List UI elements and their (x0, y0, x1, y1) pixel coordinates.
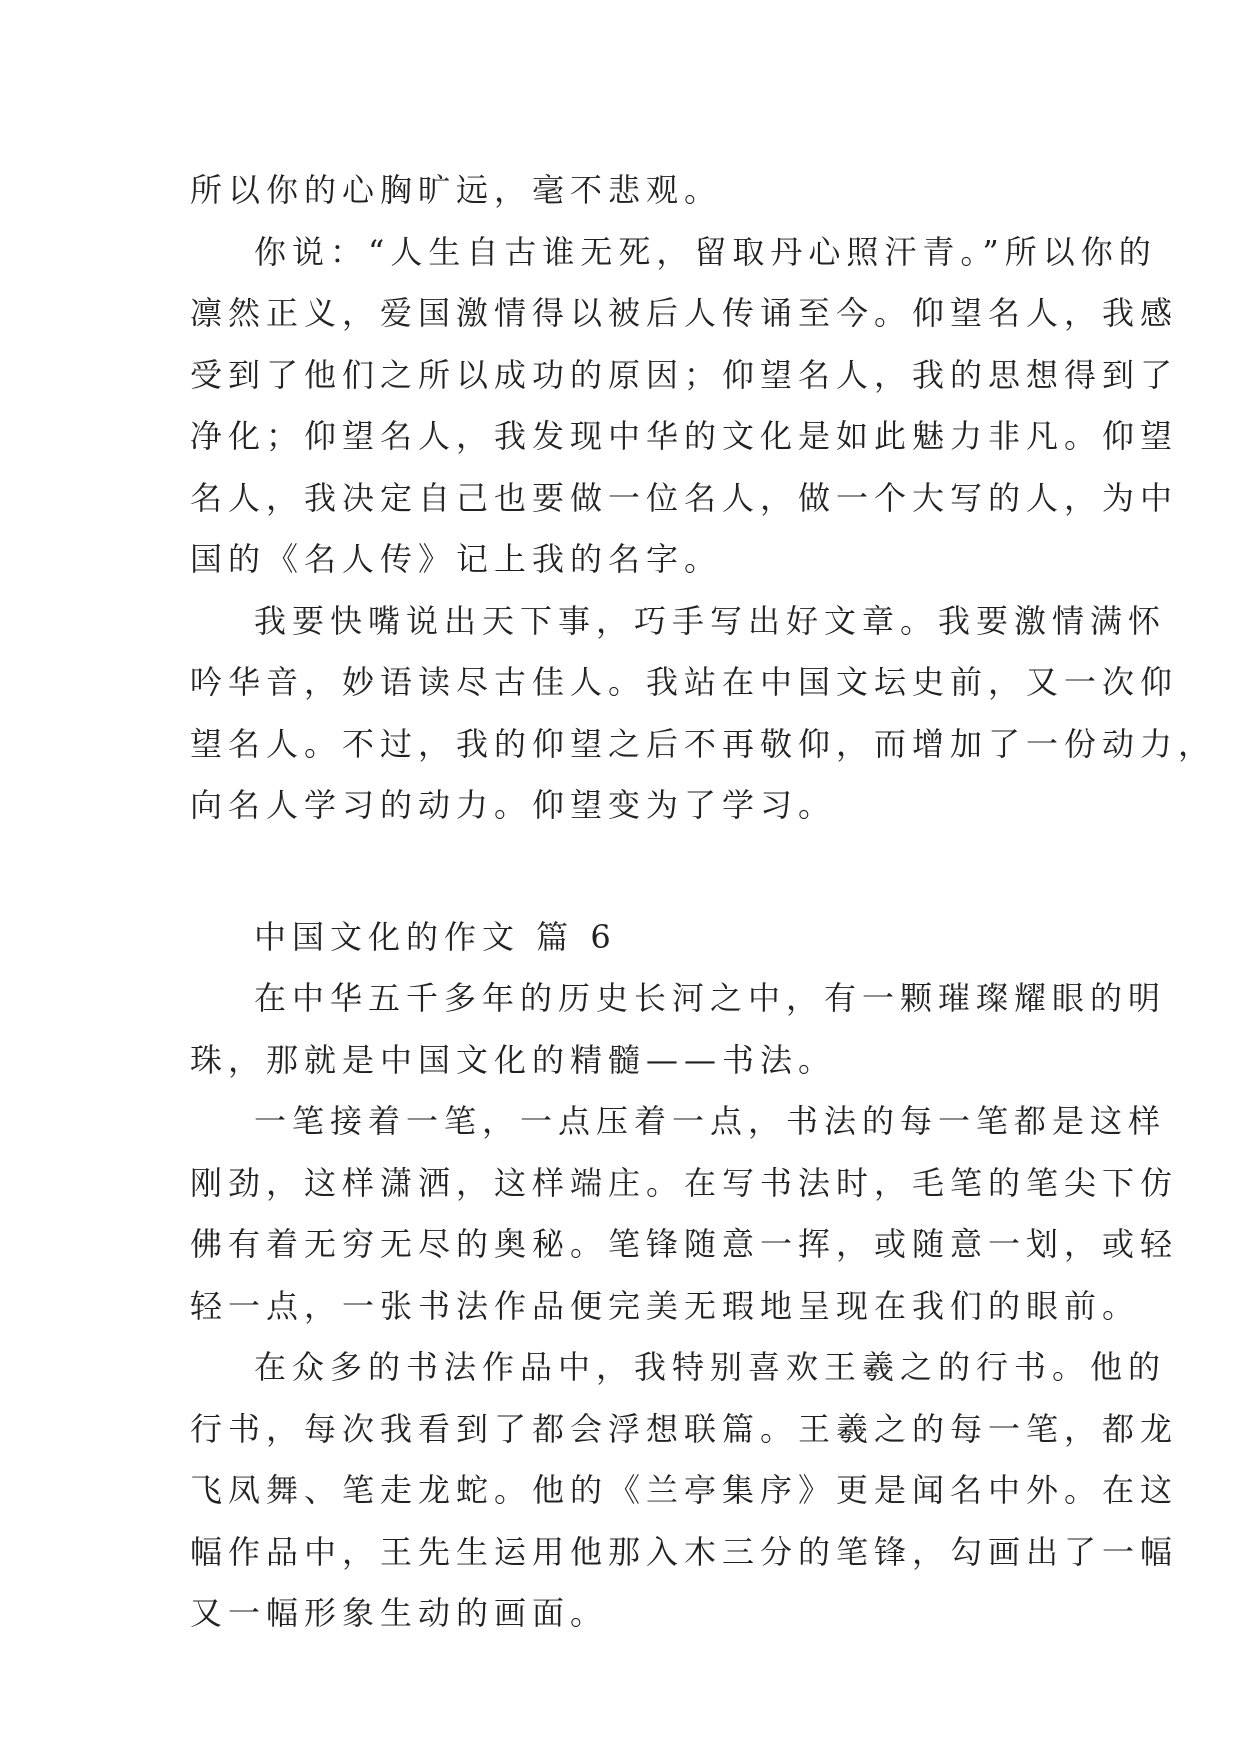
text-line: 国的《名人传》记上我的名字。 (190, 540, 723, 578)
text-line: 刚劲，这样潇洒，这样端庄。在写书法时，毛笔的笔尖下仿 (190, 1163, 1179, 1202)
section-title: 中国文化的作文 篇 6 (254, 917, 617, 956)
section-spacer (190, 837, 1070, 907)
text-line: 轻一点，一张书法作品便完美无瑕地呈现在我们的眼前。 (190, 1286, 1141, 1325)
text-line: 受到了他们之所以成功的原因；仰望名人，我的思想得到了 (190, 355, 1179, 394)
text-line: 名人，我决定自己也要做一位名人，做一个大写的人，为中 (190, 478, 1179, 517)
paragraph-start-line: 我要快嘴说出天下事，巧手写出好文章。我要激情满怀 (254, 601, 1167, 640)
text-line: 行书，每次我看到了都会浮想联篇。王羲之的每一笔，都龙 (190, 1409, 1179, 1448)
text-line: 吟华音，妙语读尽古佳人。我站在中国文坛史前，又一次仰 (190, 663, 1179, 701)
text-line: 飞凤舞、笔走龙蛇。他的《兰亭集序》更是闻名中外。在这 (190, 1471, 1179, 1509)
text-line: 所以你的心胸旷远，毫不悲观。 (190, 171, 723, 209)
text-line: 佛有着无穷无尽的奥秘。笔锋随意一挥，或随意一划，或轻 (190, 1225, 1179, 1263)
body-text (190, 160, 1217, 1645)
text-line: 珠，那就是中国文化的精髓——书法。 (190, 1040, 837, 1079)
text-line: 向名人学习的动力。仰望变为了学习。 (190, 786, 837, 824)
paragraph-start-line: 在中华五千多年的历史长河之中，有一颗璀璨耀眼的明 (254, 979, 1167, 1017)
paragraph-start-line: 你说：“人生自古谁无死，留取丹心照汗青。”所以你的 (254, 232, 1157, 271)
text-line: 凛然正义，爱国激情得以被后人传诵至今。仰望名人，我感 (190, 294, 1179, 332)
text-line: 又一幅形象生动的画面。 (190, 1594, 609, 1632)
paragraph-start-line: 一笔接着一笔，一点压着一点，书法的每一笔都是这样 (254, 1102, 1167, 1140)
text-line: 净化；仰望名人，我发现中华的文化是如此魅力非凡。仰望 (190, 417, 1179, 455)
paragraph-start-line: 在众多的书法作品中，我特别喜欢王羲之的行书。他的 (254, 1348, 1167, 1386)
text-line: 幅作品中，王先生运用他那入木三分的笔锋，勾画出了一幅 (190, 1532, 1179, 1571)
text-line: 望名人。不过，我的仰望之后不再敬仰，而增加了一份动力， (190, 724, 1217, 763)
